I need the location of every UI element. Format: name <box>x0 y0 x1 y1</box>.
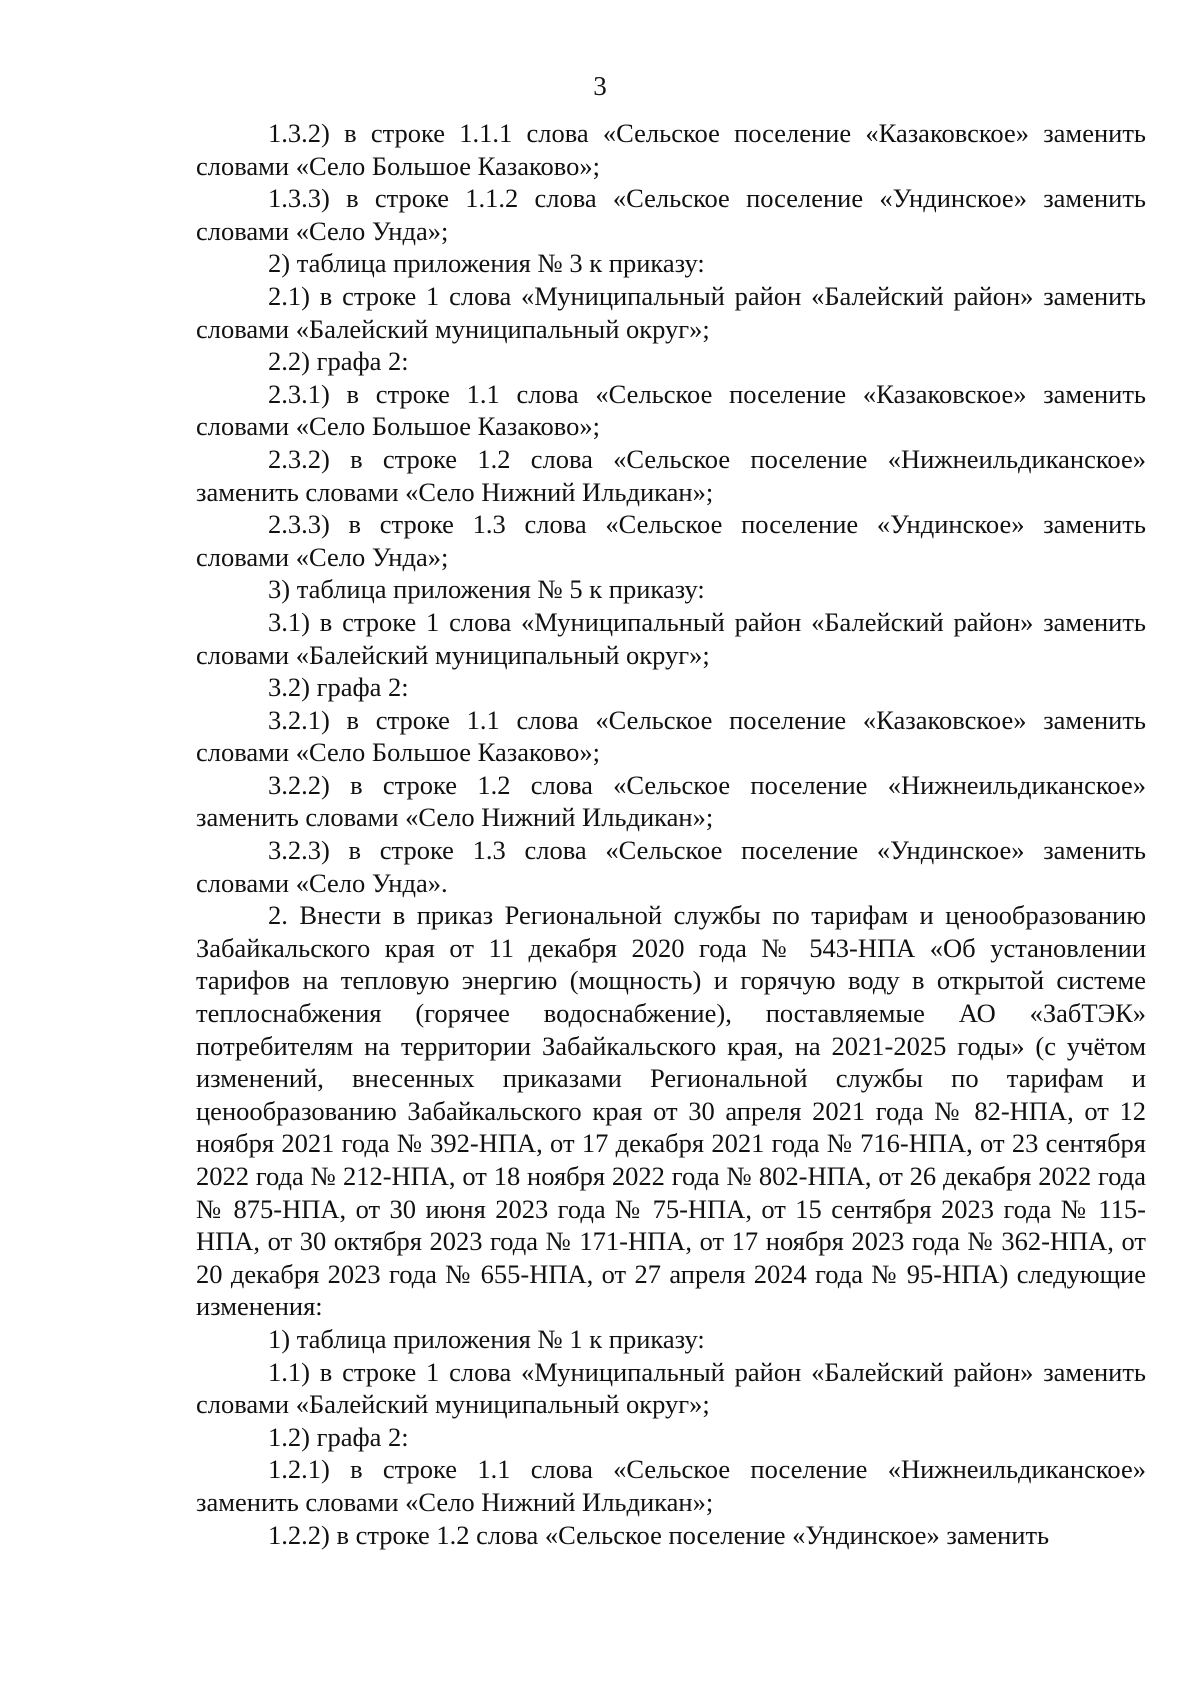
paragraph: 1.2) графа 2: <box>268 1421 409 1452</box>
page-number: 3 <box>593 71 607 101</box>
paragraph: 1.1) в строке 1 слова «Муниципальный район «Балейский район» заменить словами «Балейский муниципальный округ»; <box>196 1356 1146 1420</box>
paragraph: 3.2.2) в строке 1.2 слова «Сельское поселение «Нижнеильдиканское» заменить словами «Село Нижний Ильдикан»; <box>196 769 1146 833</box>
paragraph: 1.3.2) в строке 1.1.1 слова «Сельское поселение «Казаковское» заменить словами «Село Большое Казаково»; <box>196 118 1146 181</box>
paragraph: 2. Внести в приказ Региональной службы по тарифам и ценообразованию Забайкальского края от 11 декабря 2020 года № 543-НПА «Об установлении тарифов на тепловую энергию (мощность) и горячую воду в открытой системе теплоснабжения (горячее водоснабжение), поставляемые АО «ЗабТЭК» потребителям на территории Забайкальского края, на 2021-2025 годы» (с учётом изменений, внесенных приказами Региональной службы по тарифам и ценообразованию Забайкальского края от 30 апреля 2021 года № 82-НПА, от 12 ноября 2021 года № 392-НПА, от 17 декабря 2021 года № 716-НПА, от 23 сентября 2022 года № 212-НПА, от 18 ноября 2022 года № 802-НПА, от 26 декабря 2022 года № 875-НПА, от 30 июня 2023 года № 75-НПА, от 15 сентября 2023 года № 115-НПА, от 30 октября 2023 года № 171-НПА, от 17 ноября 2023 года № 362-НПА, от 20 декабря 2023 года № 655-НПА, от 27 апреля 2024 года № 95-НПА) следующие изменения: <box>196 900 1146 1322</box>
paragraph: 2.3.2) в строке 1.2 слова «Сельское поселение «Нижнеильдиканское» заменить словами «Село Нижний Ильдикан»; <box>196 443 1146 507</box>
paragraph: 2) таблица приложения № 3 к приказу: <box>268 248 705 279</box>
paragraph: 3.2.1) в строке 1.1 слова «Сельское поселение «Казаковское» заменить словами «Село Большое Казаково»; <box>196 704 1146 768</box>
paragraph: 2.3.1) в строке 1.1 слова «Сельское поселение «Казаковское» заменить словами «Село Большое Казаково»; <box>196 378 1146 442</box>
paragraph: 2.2) графа 2: <box>268 346 409 377</box>
paragraph: 3.1) в строке 1 слова «Муниципальный район «Балейский район» заменить словами «Балейский муниципальный округ»; <box>196 606 1146 670</box>
paragraph: 3) таблица приложения № 5 к приказу: <box>268 574 705 605</box>
paragraph: 1.3.3) в строке 1.1.2 слова «Сельское поселение «Ундинское» заменить словами «Село Унда»; <box>196 183 1146 246</box>
paragraph: 1.2.2) в строке 1.2 слова «Сельское поселение «Ундинское» заменить <box>268 1519 1050 1550</box>
document-body <box>196 117 1146 1551</box>
paragraph: 1.2.1) в строке 1.1 слова «Сельское поселение «Нижнеильдиканское» заменить словами «Село Нижний Ильдикан»; <box>196 1454 1146 1517</box>
paragraph: 3.2.3) в строке 1.3 слова «Сельское поселение «Ундинское» заменить словами «Село Унда». <box>196 835 1146 898</box>
paragraph: 2.1) в строке 1 слова «Муниципальный район «Балейский район» заменить словами «Балейский муниципальный округ»; <box>196 280 1146 344</box>
paragraph: 1) таблица приложения № 1 к приказу: <box>268 1323 705 1354</box>
paragraph: 3.2) графа 2: <box>268 672 409 703</box>
paragraph: 2.3.3) в строке 1.3 слова «Сельское поселение «Ундинское» заменить словами «Село Унда»; <box>196 509 1146 572</box>
